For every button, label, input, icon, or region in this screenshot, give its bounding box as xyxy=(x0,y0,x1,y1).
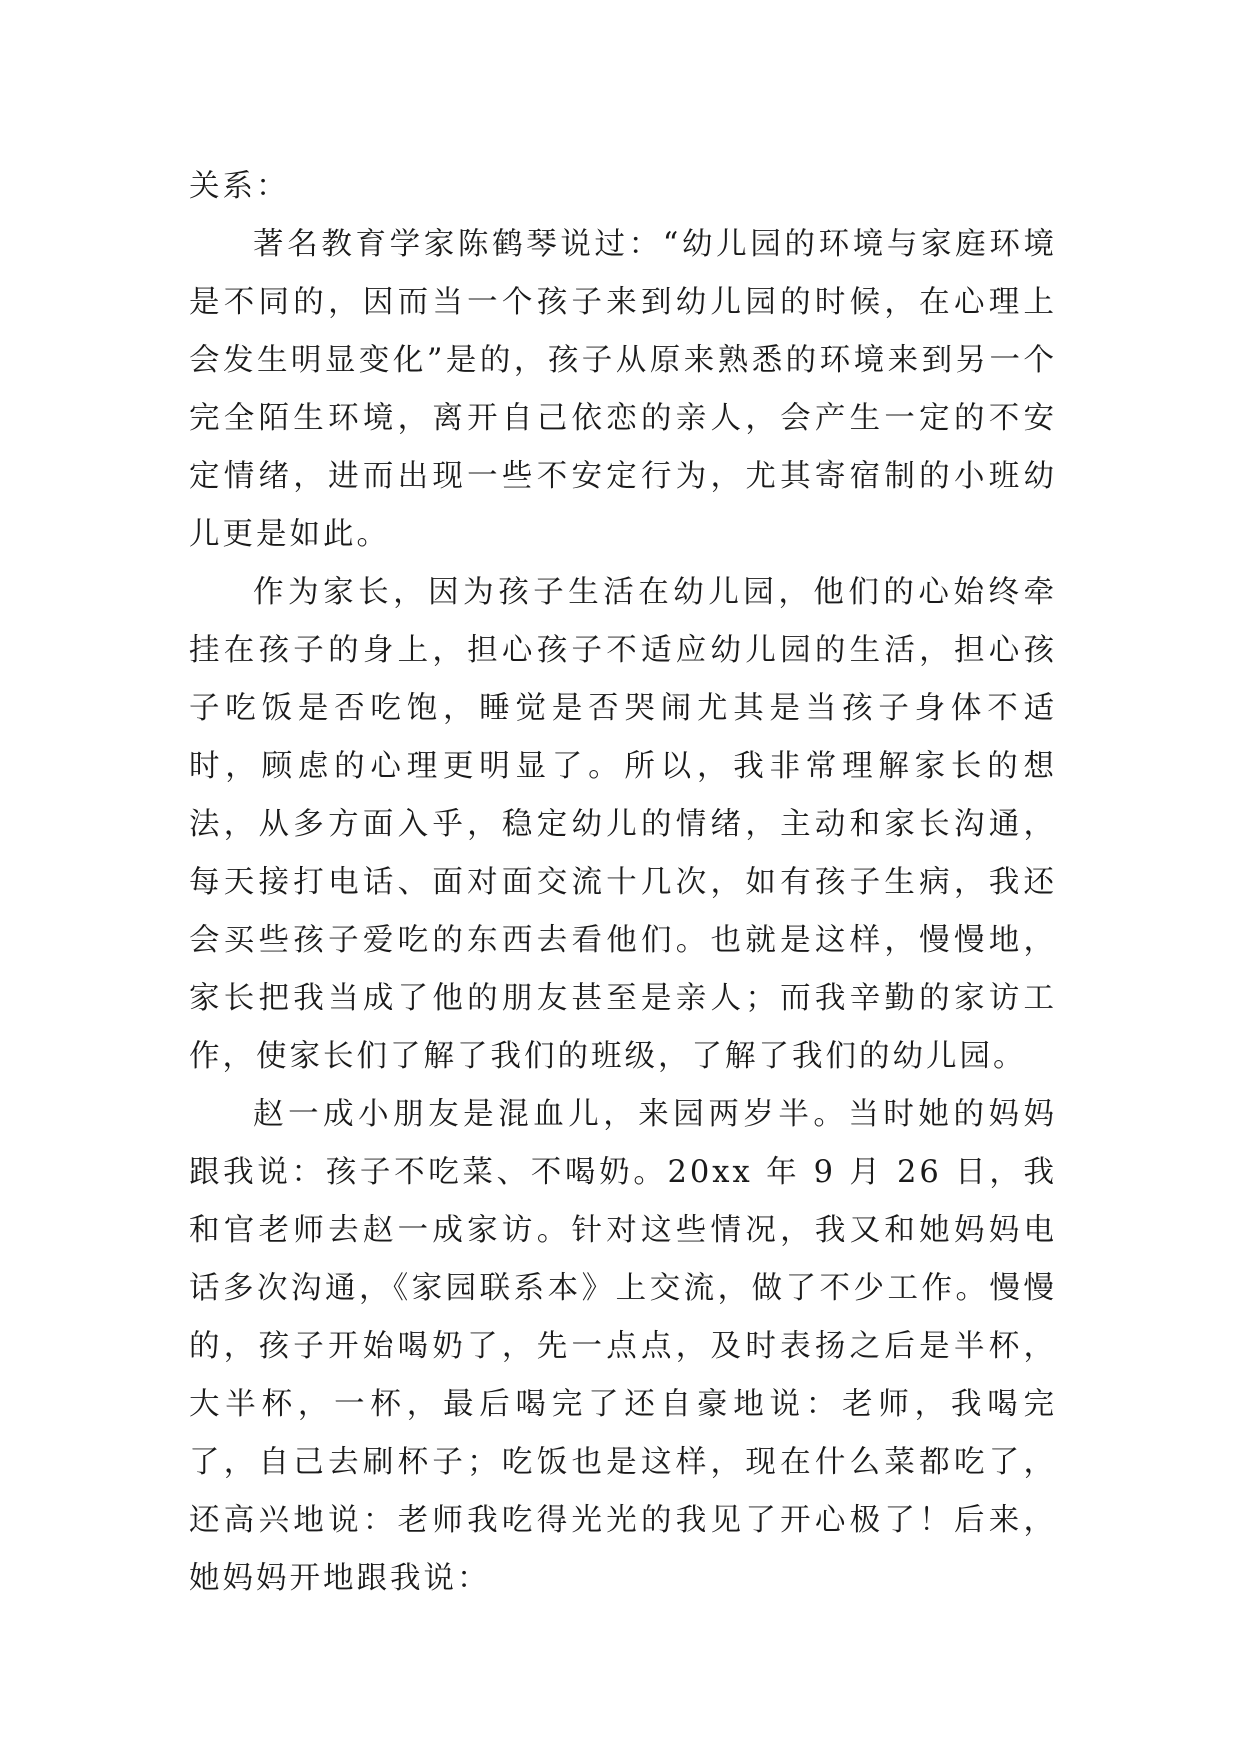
document-page xyxy=(189,158,1057,1608)
heading-line: 关系： xyxy=(189,169,290,204)
paragraph-2: 作为家长，因为孩子生活在幼儿园，他们的心始终牵挂在孩子的身上，担心孩子不适应幼儿园的生活，担心孩子吃饭是否吃饱，睡觉是否哭闹尤其是当孩子身体不适时，顾虑的心理更明显了。所以，我非常理解家长的想法，从多方面入乎，稳定幼儿的情绪，主动和家长沟通，每天接打电话、面对面交流十几次，如有孩子生病，我还会买些孩子爱吃的东西去看他们。也就是这样，慢慢地，家长把我当成了他的朋友甚至是亲人；而我辛勤的家访工作，使家长们了解了我们的班级，了解了我们的幼儿园。 xyxy=(189,575,1057,1074)
paragraph-3: 赵一成小朋友是混血儿，来园两岁半。当时她的妈妈跟我说：孩子不吃菜、不喝奶。20xx 年 9 月 26 日，我和官老师去赵一成家访。针对这些情况，我又和她妈妈电话多次沟通，《家园联系本》上交流，做了不少工作。慢慢的，孩子开始喝奶了，先一点点，及时表扬之后是半杯，大半杯，一杯，最后喝完了还自豪地说：老师，我喝完了，自己去刷杯子；吃饭也是这样，现在什么菜都吃了，还高兴地说：老师我吃得光光的我见了开心极了！后来，她妈妈开地跟我说： xyxy=(189,1097,1057,1596)
paragraph-1: 著名教育学家陈鹤琴说过：“幼儿园的环境与家庭环境是不同的，因而当一个孩子来到幼儿园的时候，在心理上会发生明显变化”是的，孩子从原来熟悉的环境来到另一个完全陌生环境，离开自己依恋的亲人，会产生一定的不安定情绪，进而出现一些不安定行为，尤其寄宿制的小班幼儿更是如此。 xyxy=(189,227,1057,552)
